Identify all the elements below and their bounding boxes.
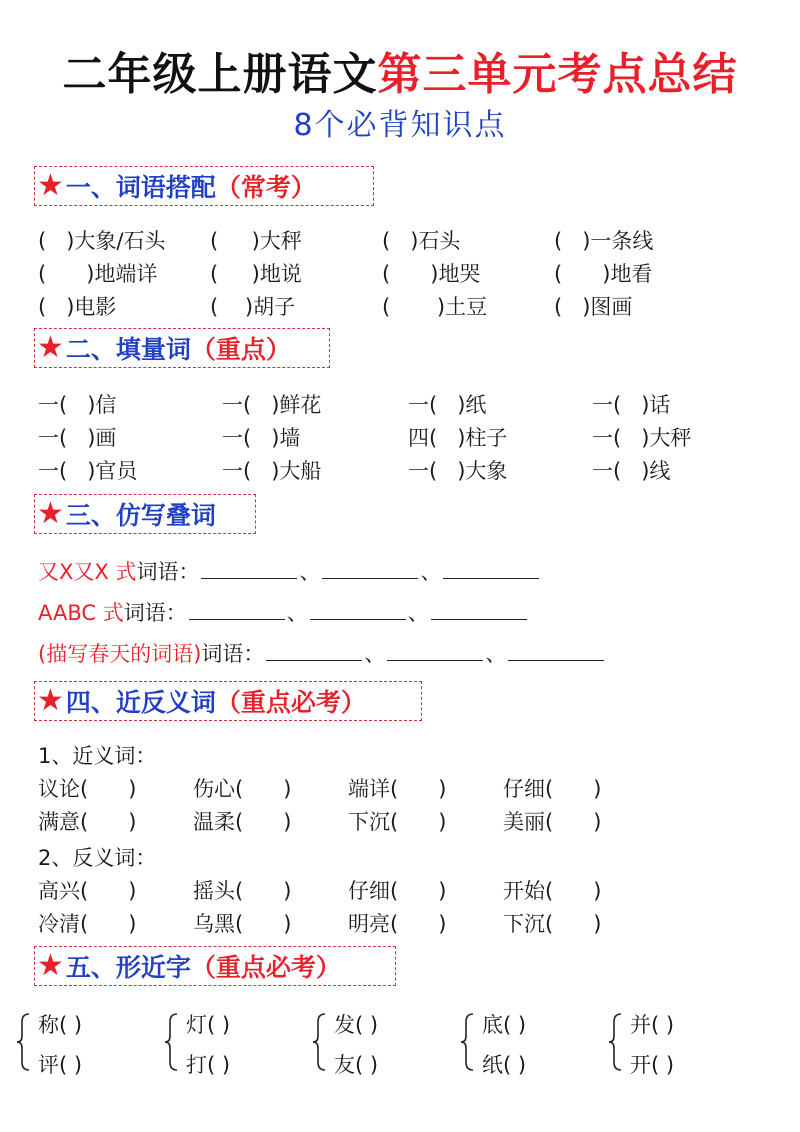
words-label: 词语： xyxy=(123,601,187,625)
synonym-item: 温柔( ) xyxy=(193,810,292,834)
pattern-label: 又X又X 式 xyxy=(38,560,137,584)
collocation-item: ( )一条线 xyxy=(554,229,654,253)
separator: 、 xyxy=(485,642,507,666)
measure-word-item: 一( )墙 xyxy=(222,426,301,450)
antonym-item: 开始( ) xyxy=(503,879,602,903)
similar-char-item: 打( ) xyxy=(186,1053,231,1077)
section-2-header xyxy=(34,328,330,368)
measure-word-item: 一( )大象 xyxy=(408,459,508,483)
answer-blank[interactable] xyxy=(387,640,483,661)
synonym-subheading: 1、近义词： xyxy=(38,744,157,768)
measure-word-item: 一( )话 xyxy=(592,393,671,417)
synonym-item: 美丽( ) xyxy=(503,810,602,834)
similar-char-item: 并( ) xyxy=(630,1013,675,1037)
collocation-item: ( )地哭 xyxy=(382,262,481,286)
reduplication-line xyxy=(38,638,606,668)
section-1-note: （常考） xyxy=(215,173,316,202)
similar-char-item: 纸( ) xyxy=(482,1053,527,1077)
antonym-item: 冷清( ) xyxy=(38,912,137,936)
similar-char-item: 评( ) xyxy=(38,1053,83,1077)
page-title xyxy=(0,38,800,102)
measure-word-item: 一( )鲜花 xyxy=(222,393,322,417)
measure-word-item: 一( )官员 xyxy=(38,459,138,483)
section-3-header xyxy=(34,494,256,534)
section-2-note: （重点） xyxy=(190,335,291,364)
collocation-item: ( )大秤 xyxy=(210,229,302,253)
section-3-title: 三、仿写叠词 xyxy=(65,501,216,530)
collocation-item: ( )地端详 xyxy=(38,262,158,286)
separator: 、 xyxy=(420,560,442,584)
collocation-item: ( )大象/石头 xyxy=(38,229,166,253)
brace-icon xyxy=(460,1010,474,1074)
answer-blank[interactable] xyxy=(322,558,418,579)
synonym-item: 满意( ) xyxy=(38,810,137,834)
star-icon: ★ xyxy=(37,683,64,718)
star-icon: ★ xyxy=(37,496,64,531)
collocation-item: ( )胡子 xyxy=(210,295,296,319)
antonym-item: 摇头( ) xyxy=(193,879,292,903)
antonym-subheading: 2、反义词： xyxy=(38,846,157,870)
pattern-label: (描写春天的词语) xyxy=(38,642,202,666)
collocation-item: ( )地说 xyxy=(210,262,302,286)
synonym-item: 端详( ) xyxy=(348,777,447,801)
collocation-item: ( )石头 xyxy=(382,229,461,253)
separator: 、 xyxy=(364,642,386,666)
measure-word-item: 一( )大船 xyxy=(222,459,322,483)
section-1-title: 一、词语搭配 xyxy=(65,173,216,202)
reduplication-line xyxy=(38,556,541,586)
star-icon: ★ xyxy=(37,948,64,983)
separator: 、 xyxy=(286,601,308,625)
antonym-item: 高兴( ) xyxy=(38,879,137,903)
section-2-title: 二、填量词 xyxy=(65,335,191,364)
star-icon: ★ xyxy=(37,330,64,365)
antonym-item: 仔细( ) xyxy=(348,879,447,903)
section-5-header xyxy=(34,946,396,986)
synonym-item: 议论( ) xyxy=(38,777,137,801)
measure-word-item: 一( )画 xyxy=(38,426,117,450)
collocation-item: ( )土豆 xyxy=(382,295,488,319)
similar-char-item: 灯( ) xyxy=(186,1013,231,1037)
page-subtitle: 8个必背知识点 xyxy=(293,108,507,143)
antonym-item: 下沉( ) xyxy=(503,912,602,936)
title-part-black: 二年级上册语文 xyxy=(62,49,378,100)
synonym-item: 伤心( ) xyxy=(193,777,292,801)
separator: 、 xyxy=(407,601,429,625)
answer-blank[interactable] xyxy=(189,599,285,620)
synonym-item: 下沉( ) xyxy=(348,810,447,834)
section-5-note: （重点必考） xyxy=(190,953,341,982)
words-label: 词语： xyxy=(136,560,200,584)
antonym-item: 乌黑( ) xyxy=(193,912,292,936)
section-1-header xyxy=(34,166,374,206)
title-part-red: 第三单元考点总结 xyxy=(377,49,738,100)
section-4-header xyxy=(34,681,422,721)
answer-blank[interactable] xyxy=(201,558,297,579)
brace-icon xyxy=(312,1010,326,1074)
similar-char-item: 开( ) xyxy=(630,1053,675,1077)
similar-char-item: 友( ) xyxy=(334,1053,379,1077)
synonym-item: 仔细( ) xyxy=(503,777,602,801)
star-icon: ★ xyxy=(37,168,64,203)
brace-icon xyxy=(16,1010,30,1074)
measure-word-item: 四( )柱子 xyxy=(408,426,508,450)
measure-word-item: 一( )线 xyxy=(592,459,671,483)
similar-char-item: 称( ) xyxy=(38,1013,83,1037)
brace-icon xyxy=(608,1010,622,1074)
similar-char-item: 发( ) xyxy=(334,1013,379,1037)
brace-icon xyxy=(164,1010,178,1074)
collocation-item: ( )电影 xyxy=(38,295,117,319)
collocation-item: ( )图画 xyxy=(554,295,633,319)
words-label: 词语： xyxy=(201,642,265,666)
measure-word-item: 一( )纸 xyxy=(408,393,487,417)
section-4-note: （重点必考） xyxy=(215,688,366,717)
antonym-item: 明亮( ) xyxy=(348,912,447,936)
answer-blank[interactable] xyxy=(266,640,362,661)
similar-char-item: 底( ) xyxy=(482,1013,527,1037)
section-4-title: 四、近反义词 xyxy=(65,688,216,717)
section-5-title: 五、形近字 xyxy=(65,953,191,982)
answer-blank[interactable] xyxy=(443,558,539,579)
measure-word-item: 一( )大秤 xyxy=(592,426,692,450)
answer-blank[interactable] xyxy=(431,599,527,620)
answer-blank[interactable] xyxy=(310,599,406,620)
reduplication-line xyxy=(38,597,529,627)
answer-blank[interactable] xyxy=(508,640,604,661)
pattern-label: AABC 式 xyxy=(38,601,124,625)
measure-word-item: 一( )信 xyxy=(38,393,117,417)
collocation-item: ( )地看 xyxy=(554,262,653,286)
separator: 、 xyxy=(299,560,321,584)
